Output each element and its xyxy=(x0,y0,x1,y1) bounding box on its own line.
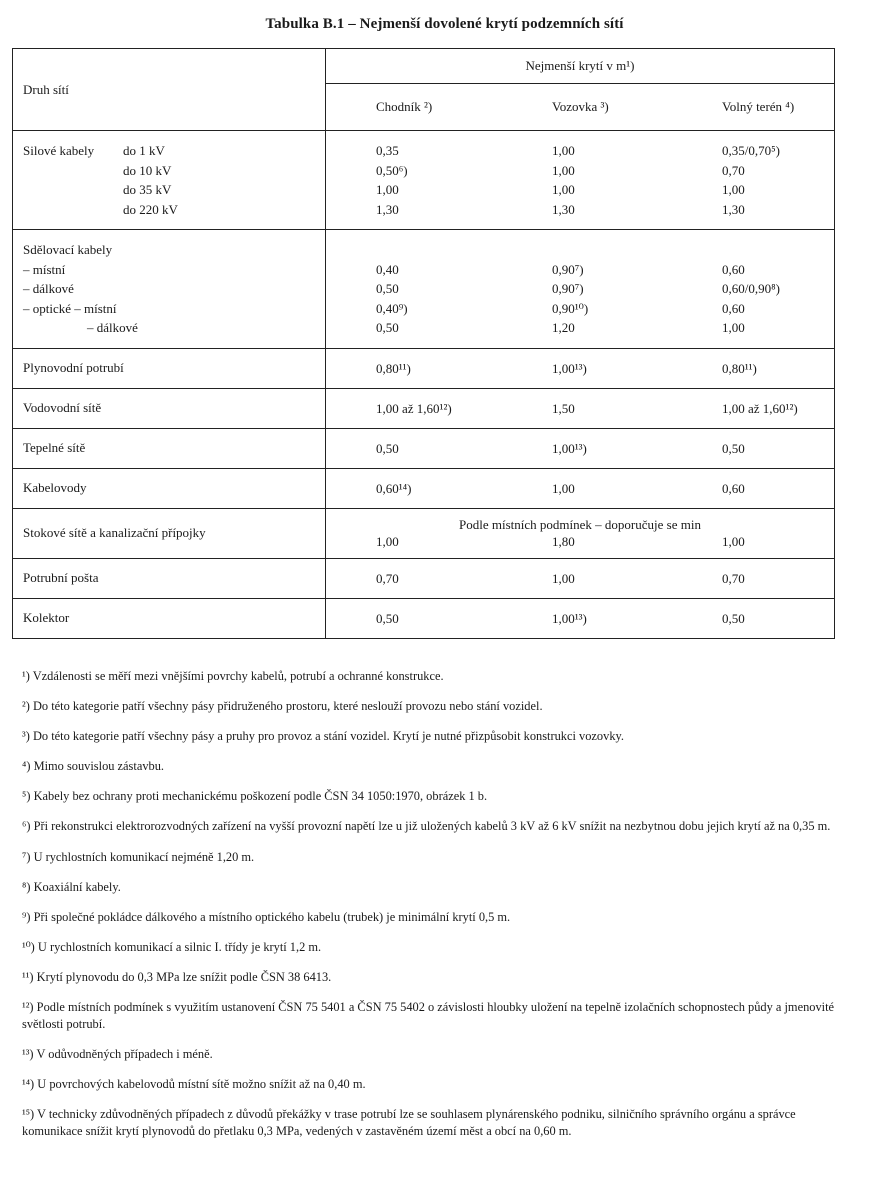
row-values-vodovodni: 1,00 až 1,60¹²) 1,50 1,00 až 1,60¹²) xyxy=(326,388,835,428)
table-row xyxy=(13,598,835,638)
footnote-3: ³) Do této kategorie patří všechny pásy a pruhy pro provoz a stání vozidel. Krytí je nutné přizpůsobit konstrukci vozovky. xyxy=(22,729,625,744)
table-row xyxy=(13,230,835,349)
row-values-silove: 0,35 0,50⁶) 1,00 1,30 1,00 1,00 1,00 1,30 0,35/0,70⁵) 0,70 1,00 1,30 xyxy=(326,131,835,230)
table-row xyxy=(13,558,835,598)
stokove-note: Podle místních podmínek – doporučuje se min xyxy=(459,517,701,532)
table-row xyxy=(13,388,835,428)
table-title: Tabulka B.1 – Nejmenší dovolené krytí podzemních sítí xyxy=(265,16,624,32)
footnote-1: ¹) Vzdálenosti se měří mezi vnějšími povrchy kabelů, potrubí a ochranné konstrukce. xyxy=(22,669,444,683)
footnote-4: ⁴) Mimo souvislou zástavbu. xyxy=(22,759,165,774)
row-label-silove: Silové kabely do 1 kV do 10 kV do 35 kV do 220 kV xyxy=(13,131,326,230)
footnote-12: ¹²) Podle místních podmínek s využitím ustanovení ČSN 75 5401 a ČSN 75 5402 o závislosti hloubky uložení na tepelně izolačních schopnostech půdy a jmenovité světlosti potrubí. xyxy=(22,1000,835,1032)
table-row xyxy=(13,348,835,388)
table-row xyxy=(13,508,835,558)
footnote-11: ¹¹) Krytí plynovodu do 0,3 MPa lze snížit podle ČSN 38 6413. xyxy=(22,969,332,984)
footnotes xyxy=(22,668,852,1153)
header-chodnik: Chodník ²) xyxy=(376,99,433,114)
footnote-14: ¹⁴) U povrchových kabelovodů místní sítě možno snížit až na 0,40 m. xyxy=(22,1077,366,1092)
header-columns xyxy=(326,84,835,131)
footnote-6: ⁶) Při rekonstrukci elektrorozvodných zařízení na vyšší provozní napětí lze u již uložených kabelů 3 kV až 6 kV snížit na nezbytnou dobu jejich krytí až na 0,35 m. xyxy=(22,819,831,834)
table-row xyxy=(13,468,835,508)
footnote-2: ²) Do této kategorie patří všechny pásy přidruženého prostoru, které neslouží provozu nebo stání vozidel. xyxy=(22,699,543,714)
row-values-stokove: Podle místních podmínek – doporučuje se min 1,00 1,80 1,00 xyxy=(326,508,835,558)
row-label-plynovodni: Plynovodní potrubí xyxy=(13,348,326,388)
row-label-tepelne: Tepelné sítě xyxy=(13,428,326,468)
row-label-sdelovaci: Sdělovací kabely – místní – dálkové – optické – místní – dálkové xyxy=(13,230,326,349)
row-label-kolektor: Kolektor xyxy=(13,598,326,638)
row-values-plynovodni: 0,80¹¹) 1,00¹³) 0,80¹¹) xyxy=(326,348,835,388)
row-values-sdelovaci: 0,40 0,50 0,40⁹) 0,50 0,90⁷) 0,90⁷) 0,90¹⁰) 1,20 0,60 0,60/0,90⁸) 0,60 1,00 xyxy=(326,230,835,349)
row-values-kolektor: 0,50 1,00¹³) 0,50 xyxy=(326,598,835,638)
row-label-vodovodni: Vodovodní sítě xyxy=(13,388,326,428)
header-druh-siti: Druh sítí xyxy=(13,49,326,131)
footnote-15: ¹⁵) V technicky zdůvodněných případech z důvodů překážky v trase potrubí lze se souhlasem plynárenského podniku, silničního správního orgánu a správce komunikace snížit krytí plynovodů do přetlaku 0,3 MPa, vedených v zastavěném území měst a obcí na 0,60 m. xyxy=(22,1107,796,1139)
header-group: Nejmenší krytí v m¹) xyxy=(326,49,835,84)
footnote-8: ⁸) Koaxiální kabely. xyxy=(22,879,121,894)
row-values-tepelne: 0,50 1,00¹³) 0,50 xyxy=(326,428,835,468)
footnote-5: ⁵) Kabely bez ochrany proti mechanickému poškození podle ČSN 34 1050:1970, obrázek 1 b. xyxy=(22,789,488,804)
cover-table xyxy=(12,48,835,639)
row-values-kabelovody: 0,60¹⁴) 1,00 0,60 xyxy=(326,468,835,508)
row-label-posta: Potrubní pošta xyxy=(13,558,326,598)
footnote-9: ⁹) Při společné pokládce dálkového a místního optického kabelu (trubek) je minimální krytí 0,5 m. xyxy=(22,909,511,924)
table-row xyxy=(13,428,835,468)
table-row xyxy=(13,131,835,230)
footnote-7: ⁷) U rychlostních komunikací nejméně 1,20 m. xyxy=(22,849,255,864)
row-label-stokove: Stokové sítě a kanalizační přípojky xyxy=(13,508,326,558)
row-label-kabelovody: Kabelovody xyxy=(13,468,326,508)
footnote-10: ¹⁰) U rychlostních komunikací a silnic I. třídy je krytí 1,2 m. xyxy=(22,939,322,954)
header-vozovka: Vozovka ³) xyxy=(552,99,609,114)
footnote-13: ¹³) V odůvodněných případech i méně. xyxy=(22,1047,213,1062)
row-values-posta: 0,70 1,00 0,70 xyxy=(326,558,835,598)
header-volny-teren: Volný terén ⁴) xyxy=(722,99,795,114)
